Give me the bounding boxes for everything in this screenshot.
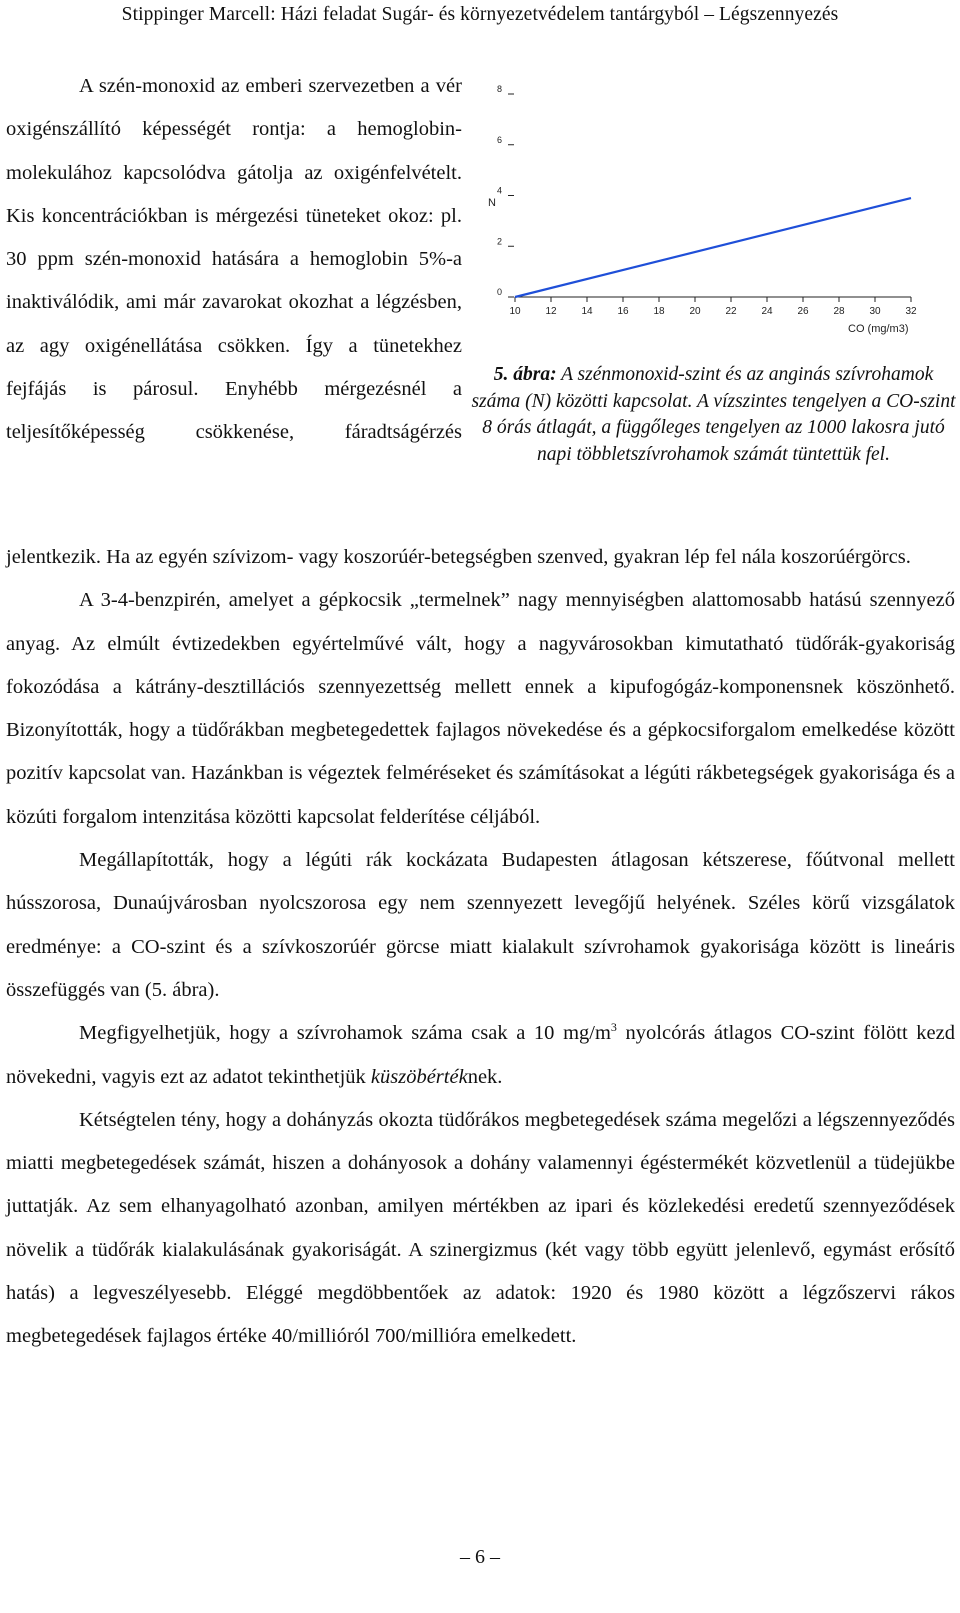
- threshold-text-2: nyolcórás átlagos CO-szint fölött kezd növekedni, vagyis ezt az adatot tekinthetjük: [6, 1022, 955, 1088]
- x-tick-label: 28: [833, 306, 845, 317]
- y-ticks: [497, 84, 514, 297]
- co-paragraph: A szén-monoxid az emberi szervezetben a vér oxigénszállító képességét rontja: a hemoglobin-molekulához kapcsolódva gátolja az oxigénfelvételt. Kis koncentrációkban is mérgezési tüneteket okoz: pl. 30 ppm szén-monoxid hatására a hemoglobin 5%-a inaktiválódik, ami már zavarokat okozhat a légzésben, az agy oxigénellátása csökken. Így a tünetekhez fejfájás is párosul. Enyhébb mérgezésnél a teljesítőképesség csökkenése, fáradtságérzés: [6, 75, 462, 444]
- series-group: [515, 198, 911, 297]
- left-column: [6, 65, 462, 455]
- paragraph-threshold: [6, 1012, 955, 1099]
- x-tick-label: 22: [725, 306, 737, 317]
- x-tick-label: 16: [617, 306, 629, 317]
- paragraph-smoking: Kétségtelen tény, hogy a dohányzás okozta tüdőrákos megbetegedések száma megelőzi a légszennyeződés miatti megbetegedések számát, hiszen a dohányosok a dohány valamennyi égéstermékét közvetlenül a tüdejükbe juttatják. Az sem elhanyagolható azonban, amilyen mértékben az ipari és közlekedési eredetű szennyeződések növelik a tüdőrák kialakulásának gyakoriságát. A szinergizmus (két vagy több együtt jelenlevő, egymást erősítő hatás) a legveszélyesebb. Eléggé megdöbbentőek az adatok: 1920 és 1980 között a légzőszervi rákos megbetegedések fajlagos értéke 40/millióról 700/millióra emelkedett.: [6, 1108, 955, 1348]
- y-tick-label: 8: [496, 84, 502, 94]
- x-ticks: [509, 297, 917, 317]
- paragraph-risk: Megállapították, hogy a légúti rák kockázata Budapesten átlagosan kétszerese, főútvonal mellett hússzorosa, Dunaújvárosban nyolcszorosa egy nem szennyezett levegőjű helyének. Széles körű vizsgálatok eredménye: a CO-szint és a szívkoszorúér görcse miatt kialakult szívrohamok gyakorisága között is lineáris összefüggés van (5. ábra).: [6, 849, 955, 1001]
- threshold-text-3: nek.: [467, 1065, 503, 1088]
- x-tick-label: 14: [581, 306, 593, 317]
- series-line: [515, 198, 911, 297]
- main-text: [6, 536, 955, 1359]
- threshold-text-1: Megfigyelhetjük, hogy a szívrohamok száma csak a 10 mg/m: [79, 1022, 611, 1045]
- caption-label: 5. ábra:: [493, 364, 557, 385]
- x-tick-label: 10: [509, 306, 521, 317]
- figure-caption: [470, 362, 957, 468]
- continuation-paragraph: jelentkezik. Ha az egyén szívizom- vagy koszorúér-betegségben szenved, gyakran lép fel nála koszorúérgörcs.: [6, 546, 911, 568]
- y-tick-label: 4: [496, 185, 502, 196]
- y-tick-label: 6: [496, 134, 502, 145]
- page-header: Stippinger Marcell: Házi feladat Sugár- és környezetvédelem tantárgyból – Légszennyezés: [121, 4, 839, 25]
- threshold-superscript: 3: [610, 1020, 617, 1035]
- y-tick-label: 2: [496, 236, 502, 247]
- co-heart-attack-chart: [488, 80, 953, 360]
- paragraph-benzpyrene: A 3-4-benzpirén, amelyet a gépkocsik „termelnek” nagy mennyiségben alattomosabb hatású szennyező anyag. Az elmúlt évtizedekben egyértelművé vált, hogy a nagyvárosokban kimutatható tüdőrák-gyakoriság fokozódása a kátrány-desztillációs szennyezettség mellett ennek a kipufogógáz-komponensnek köszönhető. Bizonyították, hogy a tüdőrákban megbetegedettek fajlagos növekedése és a gépkocsiforgalom emelkedése között pozitív kapcsolat van. Hazánkban is végeztek felméréseket és számításokat a légúti rákbetegségek gyakorisága és a közúti forgalom intenzitása közötti kapcsolat felderítése céljából.: [6, 589, 955, 828]
- x-tick-label: 32: [905, 306, 917, 317]
- x-axis-label: CO (mg/m3): [848, 323, 909, 335]
- x-tick-label: 20: [689, 306, 701, 317]
- y-axis-label: N: [488, 197, 496, 209]
- x-tick-label: 12: [545, 306, 557, 317]
- x-tick-label: 30: [869, 306, 881, 317]
- figure-5-chart: [488, 80, 953, 360]
- y-tick-label: 0: [496, 287, 502, 297]
- caption-text: A szénmonoxid-szint és az anginás szívrohamok száma (N) közötti kapcsolat. A vízszintes tengelyen a CO-szint 8 órás átlagát, a függőleges tengelyen az 1000 lakosra jutó napi többletszívrohamok számát tüntettük fel.: [471, 364, 956, 465]
- threshold-emphasis: küszöbérték: [370, 1065, 468, 1088]
- x-tick-label: 24: [761, 306, 773, 317]
- page-number: – 6 –: [460, 1546, 500, 1568]
- x-tick-label: 26: [797, 306, 809, 317]
- x-tick-label: 18: [653, 306, 665, 317]
